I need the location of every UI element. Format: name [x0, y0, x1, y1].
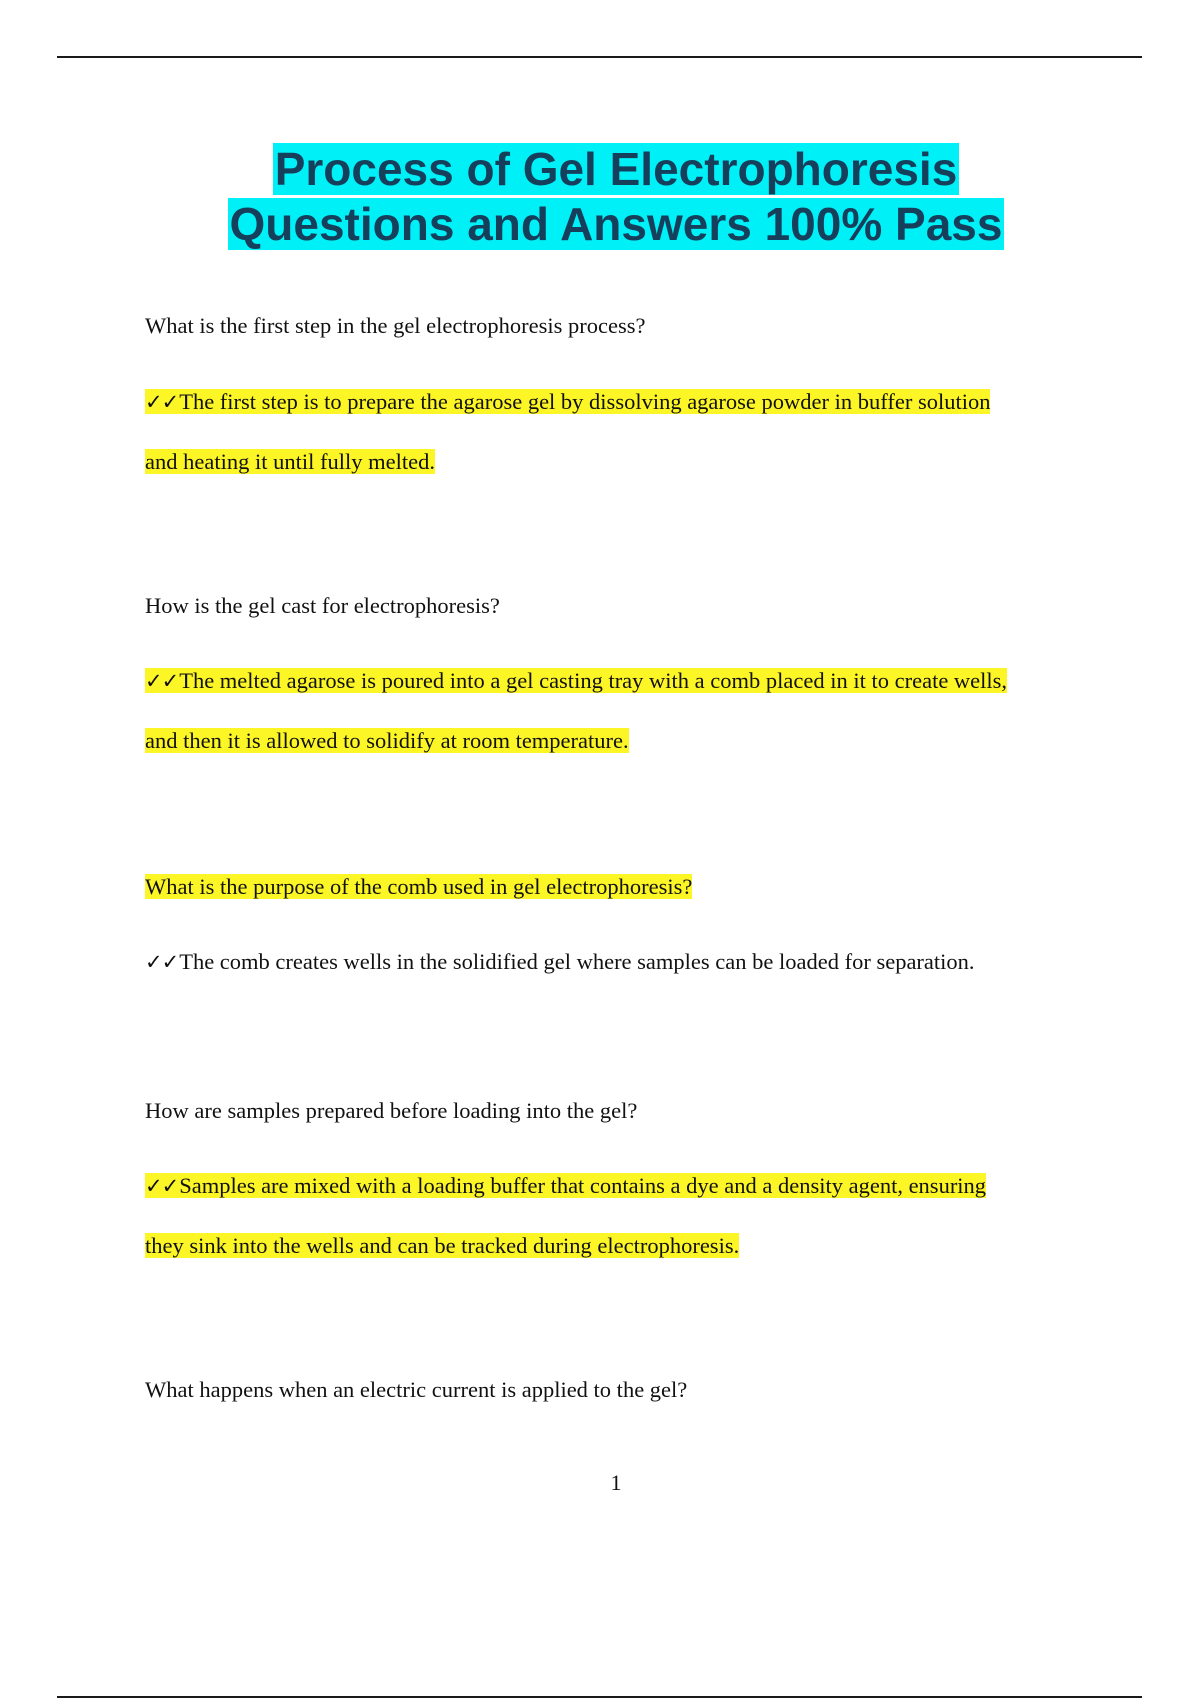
- question-text: What is the first step in the gel electrophoresis process?: [145, 313, 646, 338]
- question-text: How is the gel cast for electrophoresis?: [145, 593, 500, 618]
- question-4: [145, 1081, 1105, 1141]
- answer-text-continued: and heating it until fully melted.: [145, 449, 435, 474]
- question-3: [145, 857, 1105, 917]
- answer-3: [145, 932, 1105, 992]
- question-text: How are samples prepared before loading into the gel?: [145, 1098, 638, 1123]
- answer-text-continued: they sink into the wells and can be tracked during electrophoresis.: [145, 1233, 740, 1258]
- answer-highlight: [145, 668, 1007, 693]
- question-text: What happens when an electric current is applied to the gel?: [145, 1377, 688, 1402]
- answer-2: [145, 651, 1105, 771]
- answer-text: Samples are mixed with a loading buffer that contains a dye and a density agent, ensuring: [179, 1173, 987, 1198]
- answer-text-continued: and then it is allowed to solidify at room temperature.: [145, 728, 629, 753]
- answer-1: [145, 372, 1105, 492]
- answer-highlight: [145, 1173, 986, 1198]
- double-check-icon: ✓✓: [145, 950, 179, 974]
- document-title: [0, 142, 1200, 252]
- title-line-2: Questions and Answers 100% Pass: [229, 198, 1003, 250]
- bottom-rule: [57, 1696, 1142, 1698]
- answer-4: [145, 1156, 1105, 1276]
- title-line-1: Process of Gel Electrophoresis: [274, 143, 958, 195]
- answer-highlight: [145, 389, 990, 414]
- answer-text: The melted agarose is poured into a gel casting tray with a comb placed in it to create wells,: [179, 668, 1008, 693]
- double-check-icon: ✓✓: [145, 669, 179, 693]
- question-5: [145, 1360, 1105, 1420]
- question-2: [145, 576, 1105, 636]
- answer-text: The first step is to prepare the agarose gel by dissolving agarose powder in buffer solution: [179, 389, 991, 414]
- question-1: [145, 296, 1105, 356]
- page-number: 1: [610, 1470, 622, 1495]
- top-rule: [57, 56, 1142, 58]
- question-text: What is the purpose of the comb used in gel electrophoresis?: [145, 874, 693, 899]
- answer-text: The comb creates wells in the solidified gel where samples can be loaded for separation.: [179, 949, 975, 974]
- double-check-icon: ✓✓: [145, 390, 179, 414]
- double-check-icon: ✓✓: [145, 1174, 179, 1198]
